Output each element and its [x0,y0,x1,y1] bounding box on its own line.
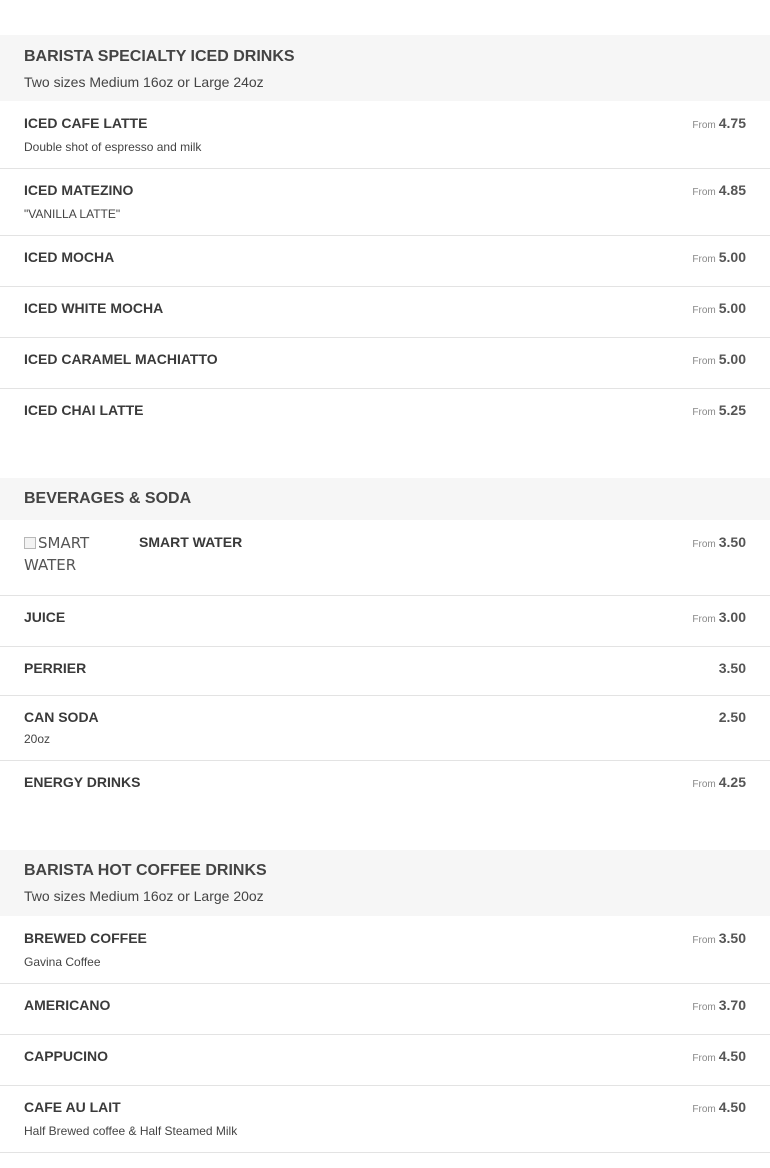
price-prefix: From [692,539,716,550]
menu-item-energy-drinks[interactable] [0,761,770,812]
item-description: Half Brewed coffee & Half Steamed Milk [24,1124,238,1138]
section-title: BARISTA SPECIALTY ICED DRINKS [24,48,295,65]
price-amount: 5.00 [718,249,746,265]
item-price [692,402,746,421]
price-prefix: From [692,935,716,946]
item-price [692,300,746,319]
price-amount: 3.70 [718,997,746,1013]
item-price [692,774,746,793]
item-price [719,660,746,677]
price-amount: 5.00 [718,351,746,367]
menu-item-iced-chai-latte[interactable] [0,389,770,440]
price-prefix: From [692,305,716,316]
price-prefix: From [692,614,716,625]
item-name: PERRIER [24,660,87,676]
menu-item-perrier[interactable] [0,647,770,696]
item-name: CAPPUCINO [24,1048,109,1064]
menu-item-iced-matezino[interactable] [0,169,770,236]
menu-item-brewed-coffee[interactable] [0,916,770,984]
item-price [692,997,746,1016]
price-amount: 4.25 [718,774,746,790]
item-name: ICED MATEZINO [24,182,134,198]
price-amount: 5.25 [718,402,746,418]
item-name: ICED CAFE LATTE [24,115,148,131]
price-prefix: From [692,187,716,198]
section-subtitle: Two sizes Medium 16oz or Large 24oz [24,74,264,90]
item-name: ICED MOCHA [24,249,115,265]
item-price [692,351,746,370]
price-amount: 5.00 [718,300,746,316]
item-name: CAN SODA [24,709,99,725]
item-price [692,249,746,268]
menu-item-can-soda[interactable] [0,696,770,761]
item-name: ICED CARAMEL MACHIATTO [24,351,218,367]
item-price [692,930,746,949]
item-name: ICED CHAI LATTE [24,402,144,418]
item-price [692,115,746,134]
section-header-hot-coffee [0,850,770,916]
item-name: ICED WHITE MOCHA [24,300,164,316]
item-description: 20oz [24,732,51,746]
price-amount: 4.85 [718,182,746,198]
price-prefix: From [692,1104,716,1115]
item-price [719,709,746,726]
menu-item-juice[interactable] [0,596,770,647]
item-image [24,532,114,576]
price-amount: 3.50 [718,534,746,550]
item-name: CAFE AU LAIT [24,1099,121,1115]
price-prefix: From [692,120,716,131]
price-prefix: From [692,779,716,790]
menu-item-iced-caramel-machiatto[interactable] [0,338,770,389]
section-title: BEVERAGES & SODA [24,490,192,507]
price-prefix: From [692,1053,716,1064]
item-name: SMART WATER [139,534,243,550]
section-header-iced-drinks [0,35,770,101]
section-subtitle: Two sizes Medium 16oz or Large 20oz [24,888,264,904]
menu-item-americano[interactable] [0,984,770,1035]
price-prefix: From [692,254,716,265]
item-description: Double shot of espresso and milk [24,140,202,154]
item-name: JUICE [24,609,66,625]
price-amount: 4.50 [718,1099,746,1115]
broken-image-icon [24,537,36,549]
item-name: BREWED COFFEE [24,930,147,946]
section-title: BARISTA HOT COFFEE DRINKS [24,862,267,879]
item-price [692,534,746,553]
item-price [692,1048,746,1067]
menu-item-iced-white-mocha[interactable] [0,287,770,338]
item-description: "VANILLA LATTE" [24,207,121,221]
item-price [692,182,746,201]
menu-item-cafe-au-lait[interactable] [0,1086,770,1153]
item-description: Gavina Coffee [24,955,101,969]
price-prefix: From [692,407,716,418]
menu-item-iced-mocha[interactable] [0,236,770,287]
item-name: ENERGY DRINKS [24,774,141,790]
price-amount: 3.00 [718,609,746,625]
price-prefix: From [692,356,716,367]
menu-item-cappucino[interactable] [0,1035,770,1086]
price-amount: 2.50 [718,709,746,725]
price-amount: 4.50 [718,1048,746,1064]
item-price [692,1099,746,1118]
item-price [692,609,746,628]
section-header-beverages [0,478,770,520]
price-amount: 4.75 [718,115,746,131]
price-prefix: From [692,1002,716,1013]
menu-item-smart-water[interactable] [0,520,770,596]
item-name: AMERICANO [24,997,111,1013]
price-amount: 3.50 [718,660,746,676]
price-amount: 3.50 [718,930,746,946]
image-alt-text: SMART WATER [24,534,90,574]
menu-item-iced-cafe-latte[interactable] [0,101,770,169]
